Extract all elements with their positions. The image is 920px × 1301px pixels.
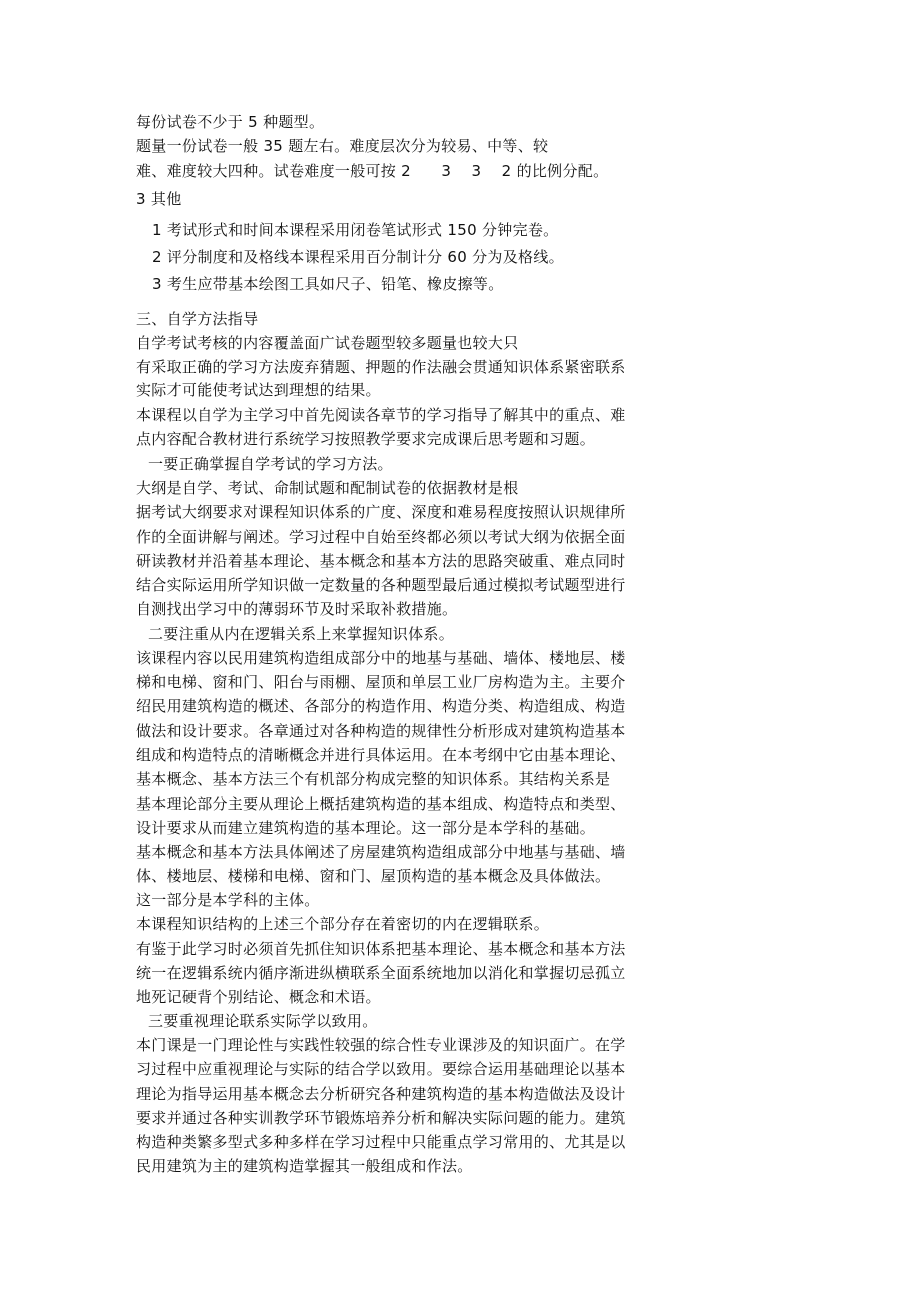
text-line: 绍民用建筑构造的概述、各部分的构造作用、构造分类、构造组成、构造	[136, 697, 626, 715]
text-line: 难、难度较大四种。试卷难度一般可按 2 3 3 2 的比例分配。	[136, 162, 609, 180]
text-line: 实际才可能使考试达到理想的结果。	[136, 381, 381, 399]
text-line: 统一在逻辑系统内循序渐进纵横联系全面系统地加以消化和掌握切忌孤立	[136, 964, 626, 982]
list-item: 3 考生应带基本绘图工具如尺子、铅笔、橡皮擦等。	[152, 275, 504, 293]
text-line: 这一部分是本学科的主体。	[136, 891, 320, 909]
text-line: 据考试大纲要求对课程知识体系的广度、深度和难易程度按照认识规律所	[136, 503, 626, 521]
text-line: 民用建筑为主的建筑构造掌握其一般组成和作法。	[136, 1157, 473, 1175]
text-line: 本门课是一门理论性与实践性较强的综合性专业课涉及的知识面广。在学	[136, 1036, 626, 1054]
text-line: 大纲是自学、考试、命制试题和配制试卷的依据教材是根	[136, 479, 519, 497]
section-heading: 三、自学方法指导	[136, 310, 259, 328]
text-line: 研读教材并沿着基本理论、基本概念和基本方法的思路突破重、难点同时	[136, 552, 626, 570]
text-line: 梯和电梯、窗和门、阳台与雨棚、屋顶和单层工业厂房构造为主。主要介	[136, 673, 626, 691]
text-line: 自学考试考核的内容覆盖面广试卷题型较多题量也较大只	[136, 334, 519, 352]
text-line: 体、楼地层、楼梯和电梯、窗和门、屋顶构造的基本概念及具体做法。	[136, 867, 611, 885]
text-line: 基本理论部分主要从理论上概括建筑构造的基本组成、构造特点和类型、	[136, 795, 626, 813]
text-line: 该课程内容以民用建筑构造组成部分中的地基与基础、墙体、楼地层、楼	[136, 649, 626, 667]
text-line: 习过程中应重视理论与实际的结合学以致用。要综合运用基础理论以基本	[136, 1060, 626, 1078]
text-line: 要求并通过各种实训教学环节锻炼培养分析和解决实际问题的能力。建筑	[136, 1109, 626, 1127]
text-line: 点内容配合教材进行系统学习按照教学要求完成课后思考题和习题。	[136, 430, 596, 448]
text-line: 每份试卷不少于 5 种题型。	[136, 113, 325, 131]
text-line: 作的全面讲解与阐述。学习过程中自始至终都必须以考试大纲为依据全面	[136, 528, 626, 546]
text-line: 理论为指导运用基本概念去分析研究各种建筑构造的基本构造做法及设计	[136, 1085, 626, 1103]
subsection-heading: 二要注重从内在逻辑关系上来掌握知识体系。	[148, 625, 455, 643]
text-line: 构造种类繁多型式多种多样在学习过程中只能重点学习常用的、尤其是以	[136, 1133, 626, 1151]
list-item: 2 评分制度和及格线本课程采用百分制计分 60 分为及格线。	[152, 248, 564, 266]
text-line: 本课程以自学为主学习中首先阅读各章节的学习指导了解其中的重点、难	[136, 406, 626, 424]
text-line: 地死记硬背个别结论、概念和术语。	[136, 988, 381, 1006]
list-item: 1 考试形式和时间本课程采用闭卷笔试形式 150 分钟完卷。	[152, 221, 559, 239]
text-line: 自测找出学习中的薄弱环节及时采取补救措施。	[136, 600, 458, 618]
subsection-heading: 一要正确掌握自学考试的学习方法。	[148, 455, 393, 473]
text-line: 组成和构造特点的清晰概念并进行具体运用。在本考纲中它由基本理论、	[136, 746, 626, 764]
text-line: 基本概念和基本方法具体阐述了房屋建筑构造组成部分中地基与基础、墙	[136, 843, 626, 861]
text-line: 设计要求从而建立建筑构造的基本理论。这一部分是本学科的基础。	[136, 819, 596, 837]
text-line: 结合实际运用所学知识做一定数量的各种题型最后通过模拟考试题型进行	[136, 576, 626, 594]
text-line: 基本概念、基本方法三个有机部分构成完整的知识体系。其结构关系是	[136, 770, 611, 788]
section-heading: 3 其他	[136, 190, 182, 208]
text-line: 有采取正确的学习方法废弃猜题、押题的作法融会贯通知识体系紧密联系	[136, 358, 626, 376]
text-line: 有鉴于此学习时必须首先抓住知识体系把基本理论、基本概念和基本方法	[136, 940, 626, 958]
text-line: 题量一份试卷一般 35 题左右。难度层次分为较易、中等、较	[136, 137, 549, 155]
text-line: 做法和设计要求。各章通过对各种构造的规律性分析形成对建筑构造基本	[136, 722, 626, 740]
text-line: 本课程知识结构的上述三个部分存在着密切的内在逻辑联系。	[136, 915, 550, 933]
subsection-heading: 三要重视理论联系实际学以致用。	[148, 1012, 378, 1030]
